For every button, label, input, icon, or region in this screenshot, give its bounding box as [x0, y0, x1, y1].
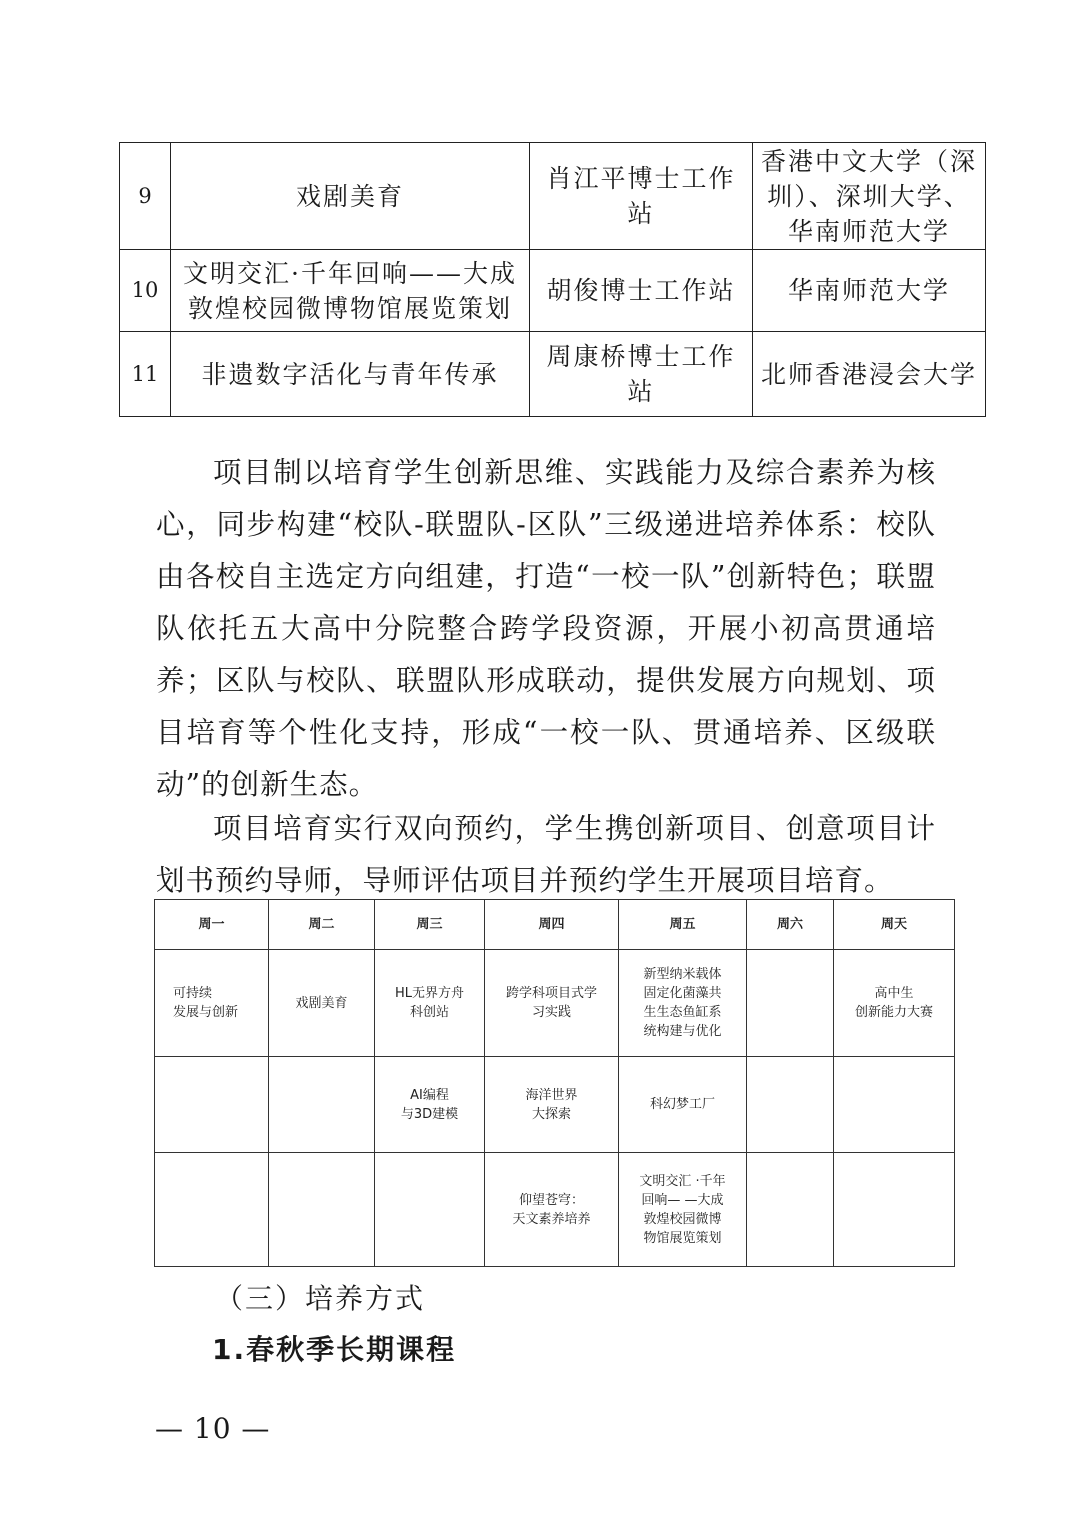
- section-heading: 1.春秋季长期课程: [212, 1333, 457, 1366]
- project-table: [119, 142, 986, 417]
- row-number: 10: [120, 250, 171, 332]
- schedule-header-row: [155, 900, 955, 950]
- schedule-row: [155, 950, 955, 1057]
- schedule-cell: 高中生 创新能力大赛: [854, 986, 933, 1020]
- body-paragraph-system: 项目制以培育学生创新思维、实践能力及综合素养为核心，同步构建“校队-联盟队-区队”三级递进培养体系：校队由各校自主选定方向组建，打造“一校一队”创新特色；联盟队依托五大高中分院整合跨学段资源，开展小初高贯通培养；区队与校队、联盟队形成联动，提供发展方向规划、项目培育等个性化支持，形成“一校一队、贯通培养、区级联动”的创新生态。: [156, 456, 936, 801]
- schedule-cell: 新型纳米载体 固定化菌藻共 生生态鱼缸系 统构建与优化: [643, 967, 722, 1039]
- schedule-cell: 跨学科项目式学 习实践: [505, 986, 597, 1020]
- schedule-cell: 仰望苍穹： 天文素养培养: [512, 1192, 591, 1227]
- row-number: 11: [120, 332, 171, 417]
- day-header: 周一: [155, 900, 269, 950]
- day-header: 周五: [619, 900, 747, 950]
- sub-heading: （三）培养方式: [215, 1282, 426, 1315]
- table-row: [120, 143, 986, 250]
- workstation: 胡俊博士工作站: [530, 250, 753, 332]
- partner-universities: 北师香港浸会大学: [753, 332, 986, 417]
- partner-universities: 华南师范大学: [753, 250, 986, 332]
- partner-universities: 香港中文大学（深圳）、深圳大学、华南师范大学: [753, 143, 986, 250]
- schedule-cell: 海洋世界 大探索: [525, 1087, 578, 1122]
- day-header: 周天: [834, 900, 955, 950]
- schedule-cell: HL无界方舟 科创站: [394, 986, 465, 1020]
- table-row: [120, 332, 986, 417]
- schedule-row: [155, 1057, 955, 1153]
- workstation: 周康桥博士工作站: [530, 332, 753, 417]
- schedule-row: [155, 1153, 955, 1267]
- schedule-cell: 科幻梦工厂: [649, 1097, 715, 1112]
- project-name: 戏剧美育: [171, 143, 530, 250]
- day-header: 周六: [747, 900, 834, 950]
- project-name: 文明交汇·千年回响——大成敦煌校园微博物馆展览策划: [171, 250, 530, 332]
- schedule-cell: 可持续 发展与创新: [173, 986, 239, 1020]
- day-header: 周二: [269, 900, 375, 950]
- weekly-schedule-table: [154, 899, 955, 1267]
- workstation: 肖江平博士工作站: [530, 143, 753, 250]
- page-number: — 10 —: [155, 1412, 271, 1445]
- schedule-cell: AI编程 与3D建模: [400, 1087, 459, 1122]
- table-row: [120, 250, 986, 332]
- body-paragraph-booking: 项目培育实行双向预约，学生携创新项目、创意项目计划书预约导师，导师评估项目并预约学生开展项目培育。: [156, 812, 936, 897]
- project-name: 非遗数字活化与青年传承: [171, 332, 530, 417]
- schedule-cell: 戏剧美育: [295, 995, 348, 1011]
- schedule-cell: 文明交汇 ·千年 回响— —大成 敦煌校园微博 物馆展览策划: [639, 1173, 726, 1246]
- row-number: 9: [120, 143, 171, 250]
- day-header: 周四: [485, 900, 619, 950]
- day-header: 周三: [375, 900, 485, 950]
